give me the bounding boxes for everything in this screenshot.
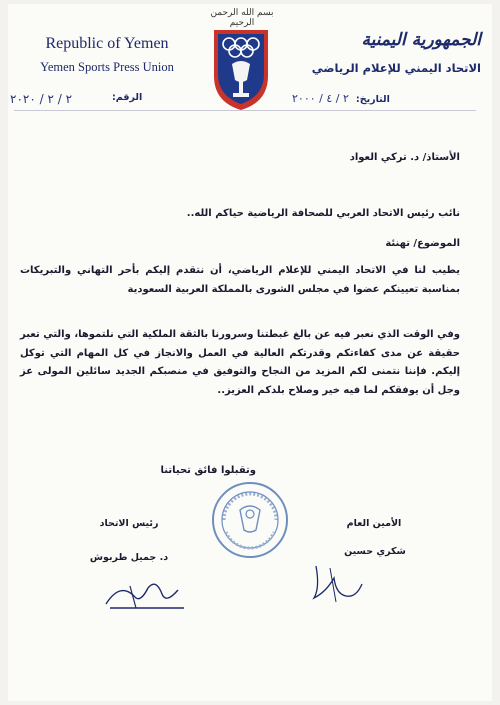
secretary-name: شكري حسين bbox=[344, 546, 406, 557]
union-logo-icon bbox=[210, 24, 272, 112]
paragraph-wishes: وفي الوقت الذي نعبر فيه عن بالغ غبطتنا وسرورنا بالثقة الملكية التي نلتموها، والتي تعبر حقيقة عن مدى كفاءتكم وقدرتكم العالية في العمل والانجاز في كل المهام التي توكل إليكم. فإننا نتمنى لكم المزيد من النجاح والتوفيق في منصبكم الجديد سائلين المولى عز وجل أن يوفقكم لما فيه خير وصلاح بلدكم العزيز.. bbox=[20, 329, 460, 396]
recipient-title-line: نائب رئيس الاتحاد العربي للصحافة الرياضية حياكم الله.. bbox=[186, 208, 460, 219]
paragraph-congratulation: يطيب لنا في الاتحاد اليمني للإعلام الرياضي، أن نتقدم إليكم بأحر التهاني والتبريكات بمناسبة تعيينكم عضوا في مجلس الشورى بالمملكة العربية السعودية bbox=[20, 265, 460, 295]
arabic-subtitle: الاتحاد اليمني للإعلام الرياضي bbox=[311, 61, 481, 75]
reference-label: الرقم: bbox=[112, 92, 143, 103]
english-title: Republic of Yemen bbox=[45, 35, 169, 52]
arabic-title: الجمهورية اليمنية bbox=[361, 30, 481, 50]
arabic-header bbox=[285, 28, 481, 78]
secretary-signature-icon bbox=[306, 558, 376, 608]
subject-line: الموضوع/ تهنئة bbox=[385, 238, 460, 249]
president-title: رئيس الاتحاد bbox=[99, 518, 159, 529]
official-stamp-icon bbox=[210, 480, 290, 560]
recipient-line: الأستاذ/ د. تركي العواد bbox=[349, 152, 460, 163]
president-signature-icon bbox=[100, 574, 190, 614]
closing-line: وتقبلوا فائق تحياتنا bbox=[160, 465, 256, 476]
date-label: التاريخ: bbox=[355, 94, 390, 105]
date-value: ٢ / ٤ / ٢٠٠٠ bbox=[292, 92, 349, 105]
secretary-title: الأمين العام bbox=[346, 518, 402, 529]
basmala: بسم الله الرحمن الرحيم bbox=[210, 8, 274, 28]
date-line bbox=[292, 92, 390, 105]
president-name: د. جميل طربوش bbox=[89, 552, 169, 563]
english-subtitle: Yemen Sports Press Union bbox=[40, 60, 174, 74]
header-divider bbox=[14, 110, 476, 111]
english-header bbox=[22, 34, 192, 76]
reference-number: ٢ / ٢ / ٢٠٢٠ bbox=[10, 92, 73, 106]
